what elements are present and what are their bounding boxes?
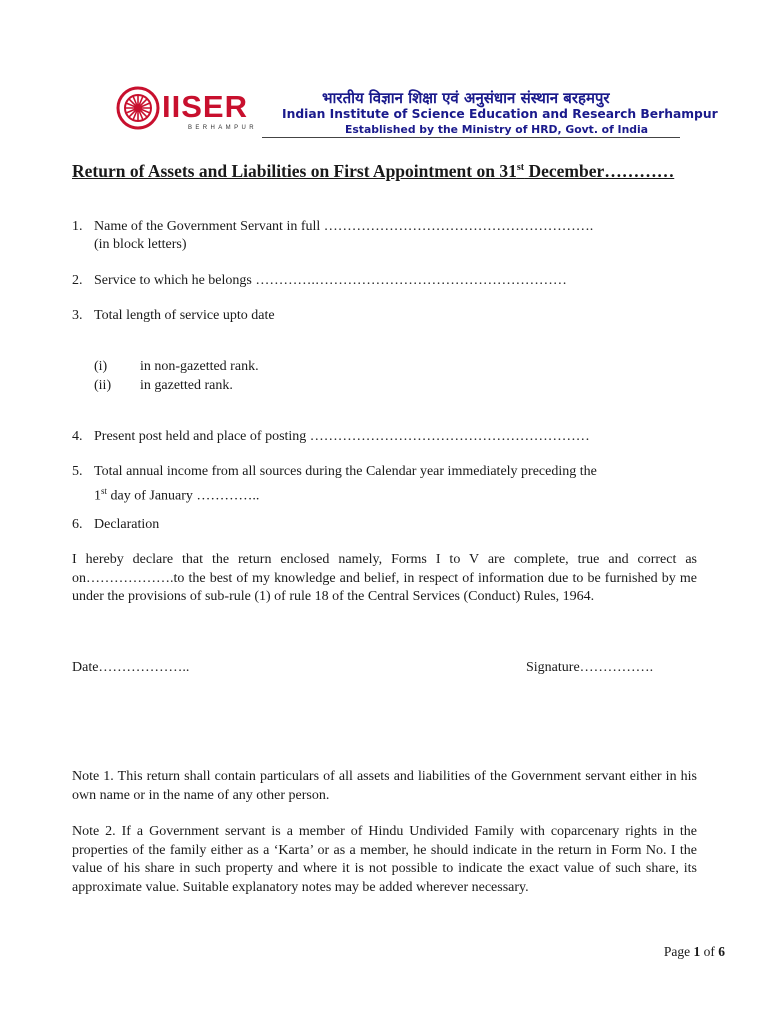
- item-3: 3. Total length of service upto date: [72, 308, 275, 323]
- item-5-line-2: 1st day of January …………..: [94, 486, 260, 504]
- item-3-sub-i-number: (i): [94, 359, 108, 374]
- item-1-subtext: (in block letters): [94, 237, 187, 252]
- page-number: Page 1 of 6: [663, 944, 725, 959]
- iiser-logo: [116, 84, 266, 132]
- logo-wordmark: IISER: [162, 89, 248, 124]
- date-field-label: Date………………..: [72, 660, 190, 675]
- logo-subtext: BERHAMPUR: [188, 125, 257, 131]
- document-title: Return of Assets and Liabilities on First Appointment on 31st December…………: [72, 161, 675, 181]
- declaration-paragraph: I hereby declare that the return enclosed namely, Forms I to V are complete, true and correct as on……………….to the best of my knowledge and belief, in respect of information due to be furnished by me under the provisions of sub-rule (1) of rule 18 of the Central Services (Conduct) Rules, 1964.: [72, 552, 697, 604]
- item-3-sub-ii-text: in gazetted rank.: [140, 378, 233, 393]
- item-6-text: Declaration: [94, 517, 160, 532]
- item-3-text: Total length of service upto date: [94, 308, 275, 323]
- item-3-sub-i-text: in non-gazetted rank.: [140, 359, 259, 374]
- note-1: Note 1. This return shall contain particulars of all assets and liabilities of the Government servant either in his own name or in the name of any other person.: [72, 769, 697, 803]
- established-note: Established by the Ministry of HRD, Govt. of India: [345, 123, 648, 136]
- institute-name-hindi: भारतीय विज्ञान शिक्षा एवं अनुसंधान संस्थान बरहमपुर: [322, 89, 610, 107]
- item-4: 4. Present post held and place of posting ……………………………………………………: [72, 429, 590, 444]
- item-1-text: Name of the Government Servant in full ………………………………………………….: [94, 219, 594, 234]
- item-4-text: Present post held and place of posting ……………………………………………………: [94, 429, 590, 444]
- chakra-emblem-icon: [118, 88, 158, 128]
- item-5: 5. Total annual income from all sources during the Calendar year immediately preceding the: [72, 464, 597, 479]
- item-2-text: Service to which he belongs ………….………………………………………………: [94, 273, 567, 288]
- header-divider: [262, 137, 680, 138]
- institute-name-english: Indian Institute of Science Education and Research Berhampur: [282, 107, 718, 121]
- item-2: 2. Service to which he belongs ………….………………………………………………: [72, 273, 567, 288]
- item-6: 6. Declaration: [72, 517, 160, 532]
- signature-field-label: Signature…………….: [526, 660, 654, 675]
- item-1: 1. Name of the Government Servant in full ………………………………………………….: [72, 219, 594, 234]
- item-5-text: Total annual income from all sources during the Calendar year immediately preceding the: [94, 464, 597, 479]
- item-3-sub-ii-number: (ii): [94, 378, 112, 393]
- note-2: Note 2. If a Government servant is a member of Hindu Undivided Family with coparcenary rights in the properties of the family either as a ‘Karta’ or as a member, he should indicate in the return in Form No. I the value of his share in such property and where it is not possible to indicate the exact value of such share, its approximate value. Suitable explanatory notes may be added wherever necessary.: [72, 824, 697, 895]
